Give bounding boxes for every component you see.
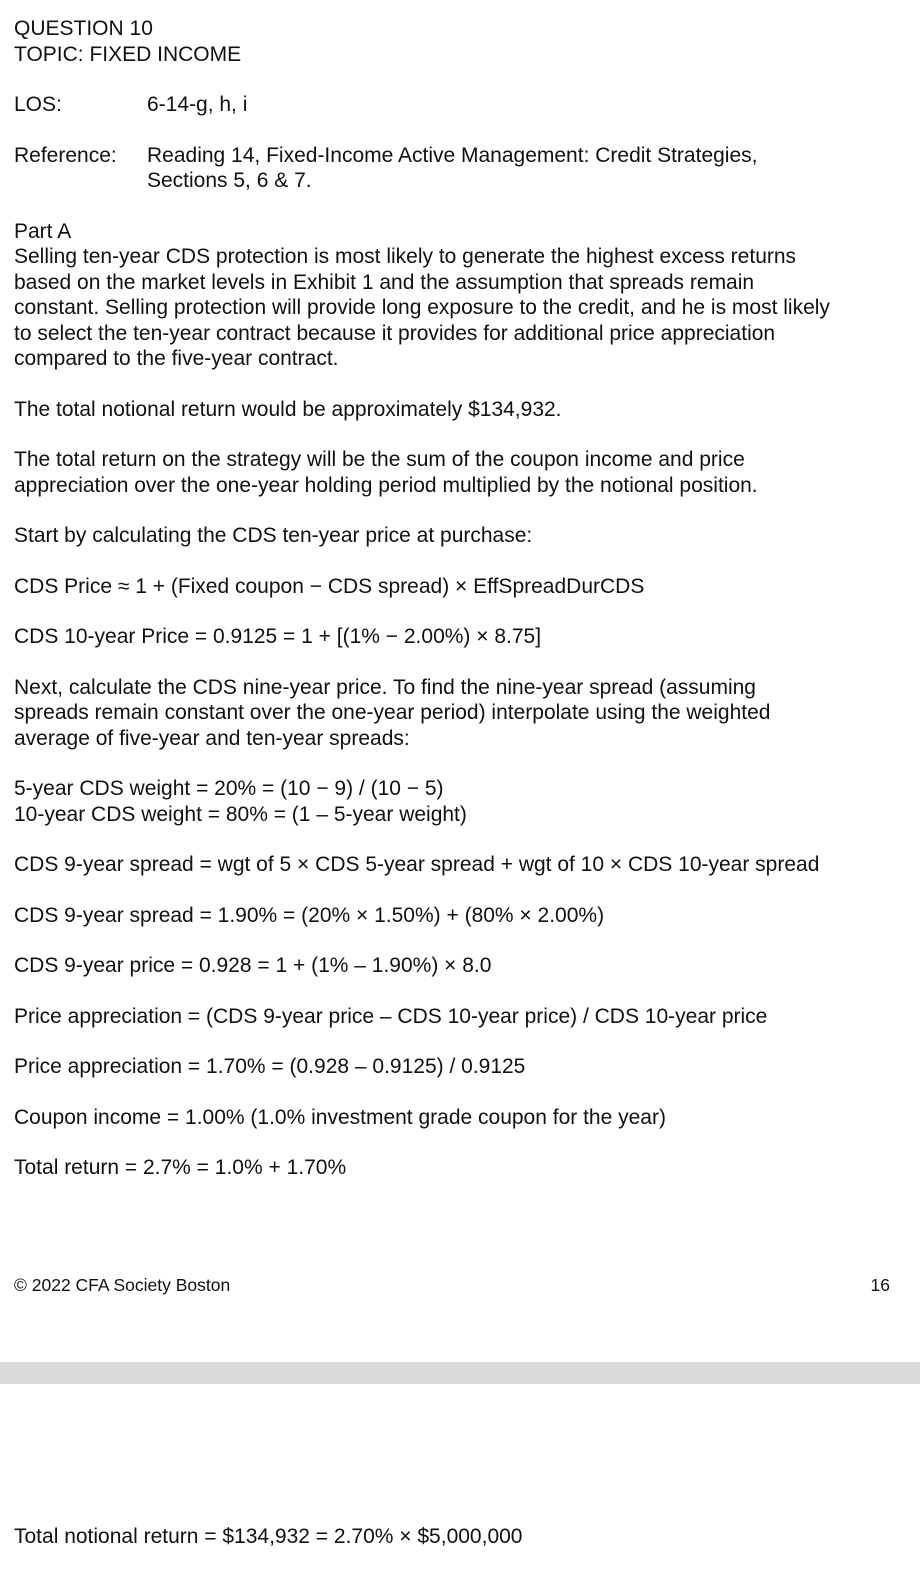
los-value: 6-14-g, h, i: [147, 93, 248, 116]
paragraph-line: appreciation over the one-year holding period multiplied by the notional position.: [14, 473, 758, 497]
cds-price-formula: CDS Price ≈ 1 + (Fixed coupon − CDS spread) × EffSpreadDurCDS: [14, 574, 645, 598]
copyright-text: © 2022 CFA Society Boston: [14, 1275, 231, 1295]
paragraph-line: to select the ten-year contract because it provides for additional price appreciation: [14, 321, 776, 345]
los-label: LOS:: [14, 93, 62, 116]
reference-row: [14, 143, 894, 194]
paragraph-line: based on the market levels in Exhibit 1 and the assumption that spreads remain: [14, 270, 755, 294]
total-return: Total return = 2.7% = 1.0% + 1.70%: [14, 1156, 347, 1179]
total-notional-statement: The total notional return would be approximately $134,932.: [14, 397, 562, 421]
weight-10yr: 10-year CDS weight = 80% = (1 – 5-year weight): [14, 802, 467, 826]
paragraph-line: compared to the five-year contract.: [14, 347, 339, 370]
page-footer: [14, 1274, 890, 1296]
total-notional-calc: Total notional return = $134,932 = 2.70% × $5,000,000: [14, 1525, 523, 1548]
spread-9yr-formula: CDS 9-year spread = wgt of 5 × CDS 5-year spread + wgt of 10 × CDS 10-year spread: [14, 853, 820, 876]
spread-9yr-calc: CDS 9-year spread = 1.90% = (20% × 1.50%) + (80% × 2.00%): [14, 903, 605, 927]
page-number: 16: [870, 1275, 890, 1295]
part-title: Part A: [14, 219, 72, 243]
reference-label: Reference:: [14, 143, 117, 167]
paragraph-line: average of five-year and ten-year spreads:: [14, 726, 410, 750]
paragraph-line: The total return on the strategy will be the sum of the coupon income and price: [14, 448, 745, 471]
page-separator: [0, 1362, 920, 1384]
interpolation-paragraph: [14, 675, 894, 752]
price-appreciation-formula: Price appreciation = (CDS 9-year price – CDS 10-year price) / CDS 10-year price: [14, 1004, 768, 1028]
los-row: [14, 92, 894, 118]
calc-intro: Start by calculating the CDS ten-year price at purchase:: [14, 524, 533, 547]
price-appreciation-calc: Price appreciation = 1.70% = (0.928 – 0.9125) / 0.9125: [14, 1055, 526, 1078]
paragraph-line: spreads remain constant over the one-year period) interpolate using the weighted: [14, 701, 771, 724]
weight-5yr: 5-year CDS weight = 20% = (10 − 9) / (10 − 5): [14, 777, 444, 800]
price-9yr-calc: CDS 9-year price = 0.928 = 1 + (1% – 1.90%) × 8.0: [14, 954, 492, 977]
document-page-next: [0, 1384, 920, 1590]
page-content: [14, 16, 894, 1181]
answer-paragraph: [14, 244, 894, 372]
paragraph-line: constant. Selling protection will provide long exposure to the credit, and he is most likely: [14, 296, 830, 319]
paragraph-line: Selling ten-year CDS protection is most likely to generate the highest excess returns: [14, 245, 797, 268]
paragraph-line: Next, calculate the CDS nine-year price. To find the nine-year spread (assuming: [14, 675, 756, 699]
reference-value: [147, 143, 894, 194]
question-number: QUESTION 10: [14, 17, 153, 40]
coupon-income: Coupon income = 1.00% (1.0% investment grade coupon for the year): [14, 1105, 666, 1129]
reference-line: Sections 5, 6 & 7.: [147, 169, 312, 192]
topic-heading: TOPIC: FIXED INCOME: [14, 42, 242, 66]
cds-10yr-price-calc: CDS 10-year Price = 0.9125 = 1 + [(1% − 2.00%) × 8.75]: [14, 625, 542, 648]
strategy-paragraph: [14, 447, 894, 498]
reference-line: Reading 14, Fixed-Income Active Management: Credit Strategies,: [147, 143, 758, 167]
